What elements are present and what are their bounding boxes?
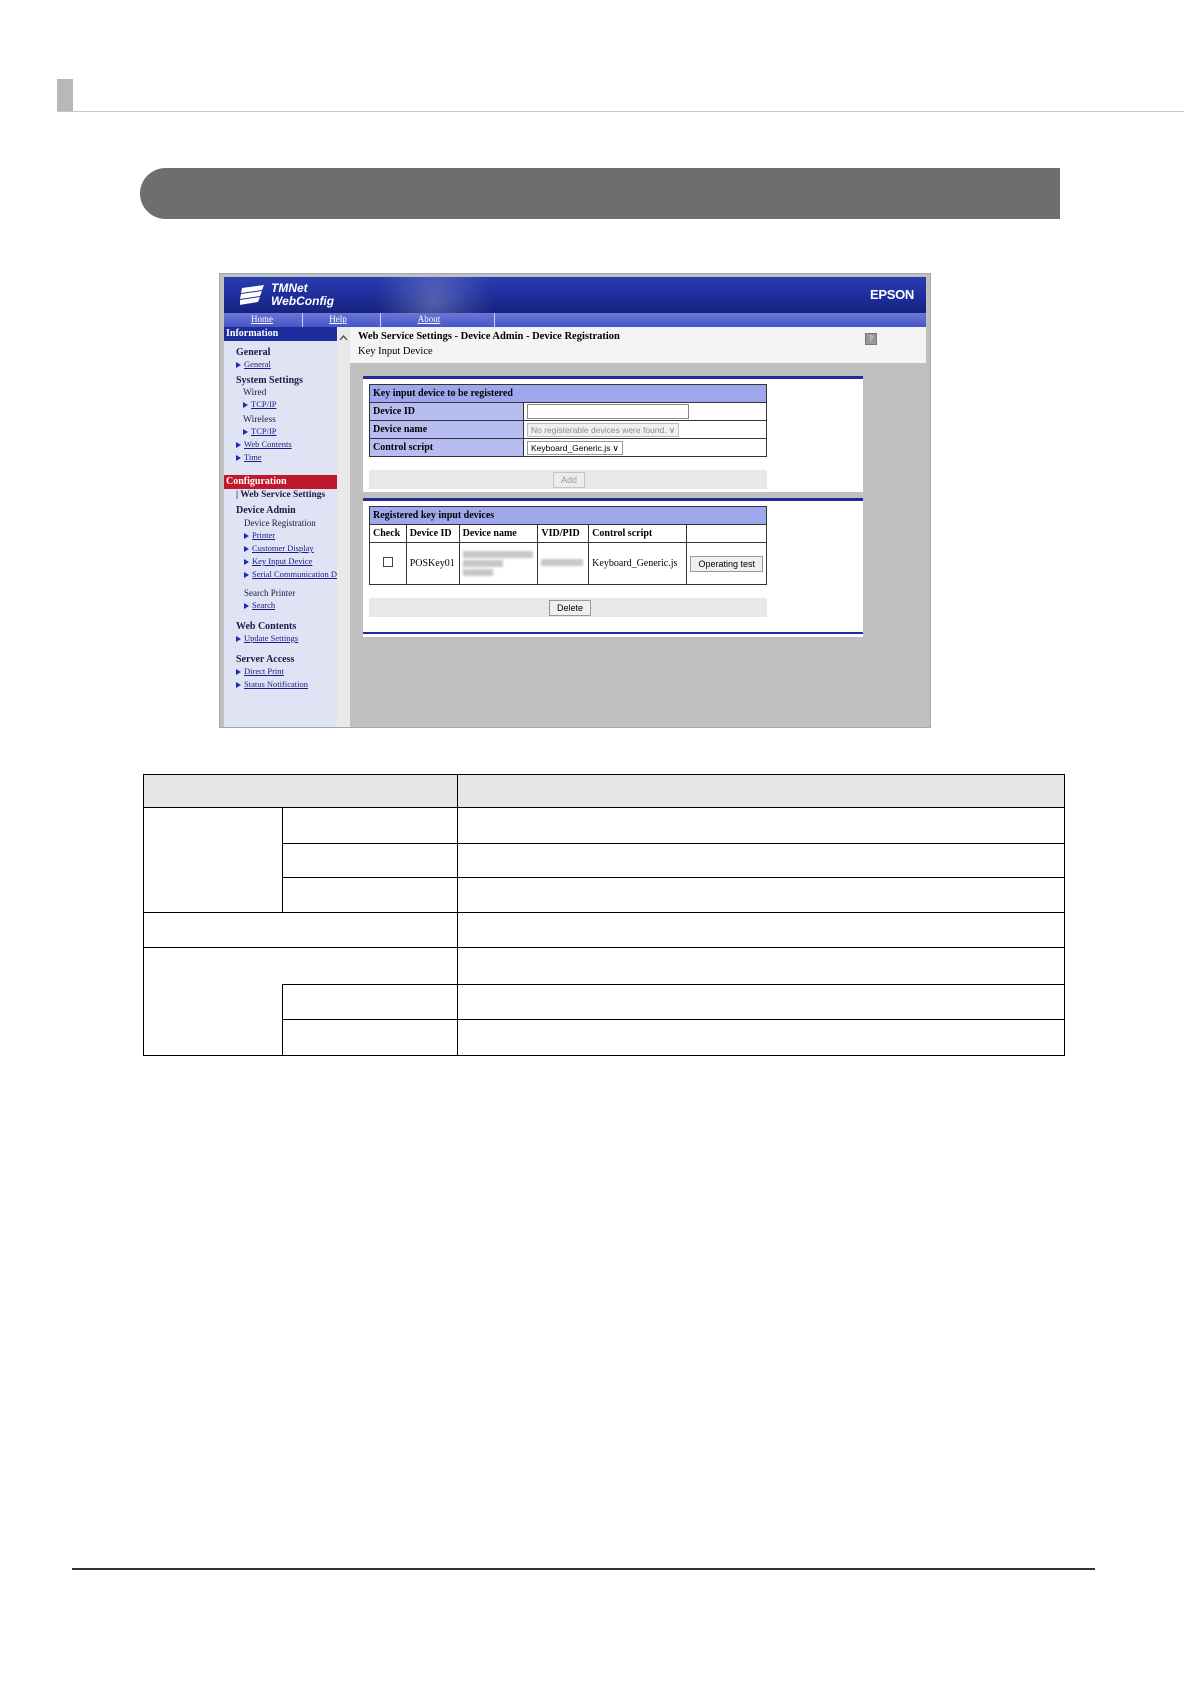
sidebar-scrollbar[interactable] [337,327,350,727]
printer-link[interactable] [244,530,275,540]
customer-display-link[interactable] [244,543,314,553]
nav-separator [494,313,495,327]
wired-tcpip-link[interactable] [243,399,277,409]
main-content [350,327,926,727]
registered-header: Registered key input devices [370,507,767,525]
logo-text-line2: WebConfig [271,294,335,308]
control-script-select-value: Keyboard_Generic.js [531,442,611,453]
row-divider [282,984,457,985]
arrow-icon [236,455,241,461]
nav-about-link[interactable]: About [417,314,441,324]
device-id-input[interactable] [527,404,689,419]
row-checkbox[interactable] [383,557,393,567]
column-divider [457,775,458,1055]
row-check-cell [370,543,407,585]
row-divider [457,984,1064,985]
section-banner [140,168,1060,219]
web-contents-info-label: Web Contents [244,439,292,449]
control-script-select[interactable] [527,441,623,455]
arrow-icon [244,533,249,539]
top-nav [224,313,926,327]
nav-home-link[interactable]: Home [251,314,273,324]
row-divider [144,912,1064,913]
banner-decoration [354,277,514,313]
arrow-icon [244,559,249,565]
general-link[interactable] [236,359,271,369]
serial-communication-label: Serial Communication D [252,569,337,579]
status-notification-link[interactable] [236,679,308,689]
nav-separator [380,313,381,327]
arrow-icon [236,669,241,675]
general-title: General [236,347,271,358]
device-id-cell [524,403,767,421]
wireless-tcpip-link[interactable] [243,426,277,436]
register-form-table [369,384,767,457]
arrow-icon [243,402,248,408]
device-name-select[interactable] [527,423,679,437]
registered-panel [363,498,863,637]
arrow-icon [236,362,241,368]
column-divider [282,808,283,912]
col-check: Check [370,525,407,543]
device-registration-label: Device Registration [244,518,316,528]
row-control-script: Keyboard_Generic.js [589,543,687,585]
wired-tcpip-label: TCP/IP [251,399,277,409]
web-contents-info-link[interactable] [236,439,292,449]
web-contents-title: Web Contents [236,621,297,632]
row-vid-pid-redacted [538,543,589,585]
arrow-icon [244,603,249,609]
row-divider [282,1019,1064,1020]
delete-button[interactable]: Delete [549,600,591,616]
epson-brand: EPSON [869,287,914,302]
control-script-label: Control script [370,439,524,457]
serial-communication-link[interactable] [244,569,337,579]
direct-print-link[interactable] [236,666,284,676]
help-icon[interactable]: ? [865,333,877,345]
arrow-icon [243,429,248,435]
control-script-cell [524,439,767,457]
key-input-device-label: Key Input Device [252,556,313,566]
chevron-down-icon: ∨ [612,442,619,453]
arrow-icon [236,636,241,642]
device-admin-title: Device Admin [236,505,296,516]
register-form-header: Key input device to be registered [370,385,767,403]
nav-help-link[interactable]: Help [329,314,347,324]
row-device-name-redacted [459,543,538,585]
time-link[interactable] [236,452,262,462]
wired-label: Wired [243,388,267,398]
sidebar [224,327,338,727]
time-link-label: Time [244,452,262,462]
logo-text-line1: TMNet [271,281,308,295]
device-name-select-value: No registerable devices were found. [531,424,667,435]
section-marker [57,79,73,112]
wireless-label: Wireless [243,415,276,425]
system-settings-title: System Settings [236,375,303,386]
search-link[interactable] [244,600,275,610]
key-input-device-link[interactable] [244,556,312,566]
server-access-title: Server Access [236,654,295,665]
col-device-id: Device ID [406,525,459,543]
arrow-icon [244,572,249,578]
web-service-settings-title: | Web Service Settings [236,490,326,500]
tmnet-logo-icon [240,285,266,305]
panel-bottom-rule [363,632,863,634]
row-divider [144,947,1064,948]
device-name-label: Device name [370,421,524,439]
arrow-icon [236,442,241,448]
page-title: Web Service Settings - Device Admin - Device Registration [358,331,620,342]
app-banner [224,277,926,313]
status-notification-label: Status Notification [244,679,308,689]
customer-display-label: Customer Display [252,543,314,553]
row-divider [282,843,1064,844]
col-device-name: Device name [459,525,538,543]
device-id-label: Device ID [370,403,524,421]
arrow-icon [244,546,249,552]
col-action [687,525,767,543]
row-device-id: POSKey01 [406,543,459,585]
registered-table [369,506,767,585]
table-row [370,543,767,585]
footer-rule [72,1568,1095,1570]
update-settings-link[interactable] [236,633,298,643]
table-header-row [144,775,1064,808]
arrow-icon [236,682,241,688]
add-button-bar [369,470,767,489]
page-subtitle: Key Input Device [358,346,433,357]
printer-link-label: Printer [252,530,276,540]
chevron-up-icon[interactable] [339,335,348,341]
wireless-tcpip-label: TCP/IP [251,426,277,436]
information-header: Information [224,327,337,341]
nav-separator [302,313,303,327]
search-printer-label: Search Printer [244,588,296,598]
delete-button-bar [369,598,767,617]
col-control-script: Control script [589,525,687,543]
direct-print-label: Direct Print [244,666,284,676]
col-vid-pid: VID/PID [538,525,589,543]
general-link-label: General [244,359,271,369]
add-button[interactable]: Add [553,472,585,488]
row-action-cell [687,543,767,585]
device-name-cell [524,421,767,439]
search-link-label: Search [252,600,276,610]
row-divider [282,877,1064,878]
main-header [350,327,926,363]
configuration-header: Configuration [224,475,337,489]
header-rule [57,111,1184,112]
register-panel [363,376,863,492]
chevron-down-icon: ∨ [668,424,676,435]
update-settings-label: Update Settings [244,633,299,643]
operating-test-button[interactable]: Operating test [690,556,763,572]
description-table [143,774,1065,1056]
webconfig-screenshot [219,273,931,728]
